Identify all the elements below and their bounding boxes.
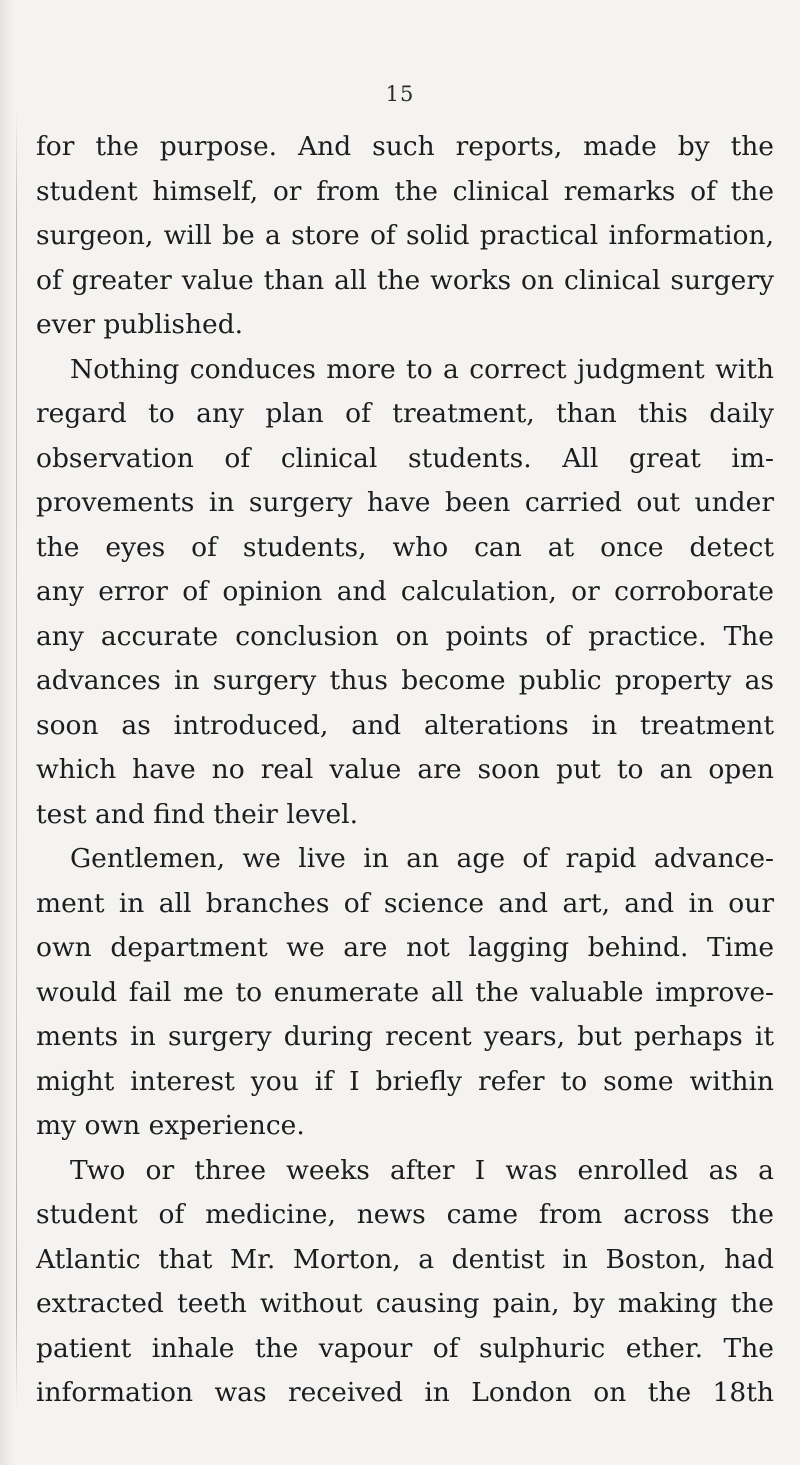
text-line: my own experience. [36,1110,305,1141]
gutter-shadow-line [16,110,17,1410]
text-line: provements in surgery have been carried out under [36,487,774,518]
text-line: Atlantic that Mr. Morton, a dentist in Boston, had [36,1243,774,1275]
text-line: soon as introduced, and alterations in treatment [36,709,774,741]
text-line: surgeon, will be a store of solid practical information, [36,220,774,251]
text-line: student of medicine, news came from across the [36,1199,774,1230]
text-line: extracted teeth without causing pain, by making the [36,1288,774,1319]
page-number: 15 [385,82,415,106]
text-line: would fail me to enumerate all the valuable improve- [36,976,774,1008]
text-line: regard to any plan of treatment, than this daily [36,398,774,429]
text-line: the eyes of students, who can at once detect [36,531,774,563]
text-line: which have no real value are soon put to an open [36,754,774,785]
text-line: ment in all branches of science and art, and in our [36,887,774,919]
text-line: of greater value than all the works on clinical surgery [36,264,774,296]
body-text [36,125,774,1416]
text-line: might interest you if I briefly refer to some within [36,1065,774,1097]
text-line: observation of clinical students. All great im- [36,442,774,474]
text-line: test and find their level. [36,798,359,830]
text-line: any accurate conclusion on points of practice. The [36,620,774,652]
text-line: patient inhale the vapour of sulphuric ether. The [36,1332,774,1364]
text-line: any error of opinion and calculation, or corroborate [36,576,774,607]
text-line: ever published. [36,309,244,340]
text-line: for the purpose. And such reports, made by the [36,131,774,162]
text-line: Gentlemen, we live in an age of rapid advance- [70,843,774,874]
text-line: student himself, or from the clinical remarks of the [36,175,774,207]
binding-edge [0,0,14,1465]
text-line: information was received in London on the 18th [36,1377,774,1408]
text-line: Two or three weeks after I was enrolled as a [70,1154,774,1186]
text-line: ments in surgery during recent years, but perhaps it [36,1021,774,1052]
text-line: own department we are not lagging behind. Time [36,932,774,963]
text-line: advances in surgery thus become public property as [36,665,774,696]
text-line: Nothing conduces more to a correct judgment with [70,353,774,385]
